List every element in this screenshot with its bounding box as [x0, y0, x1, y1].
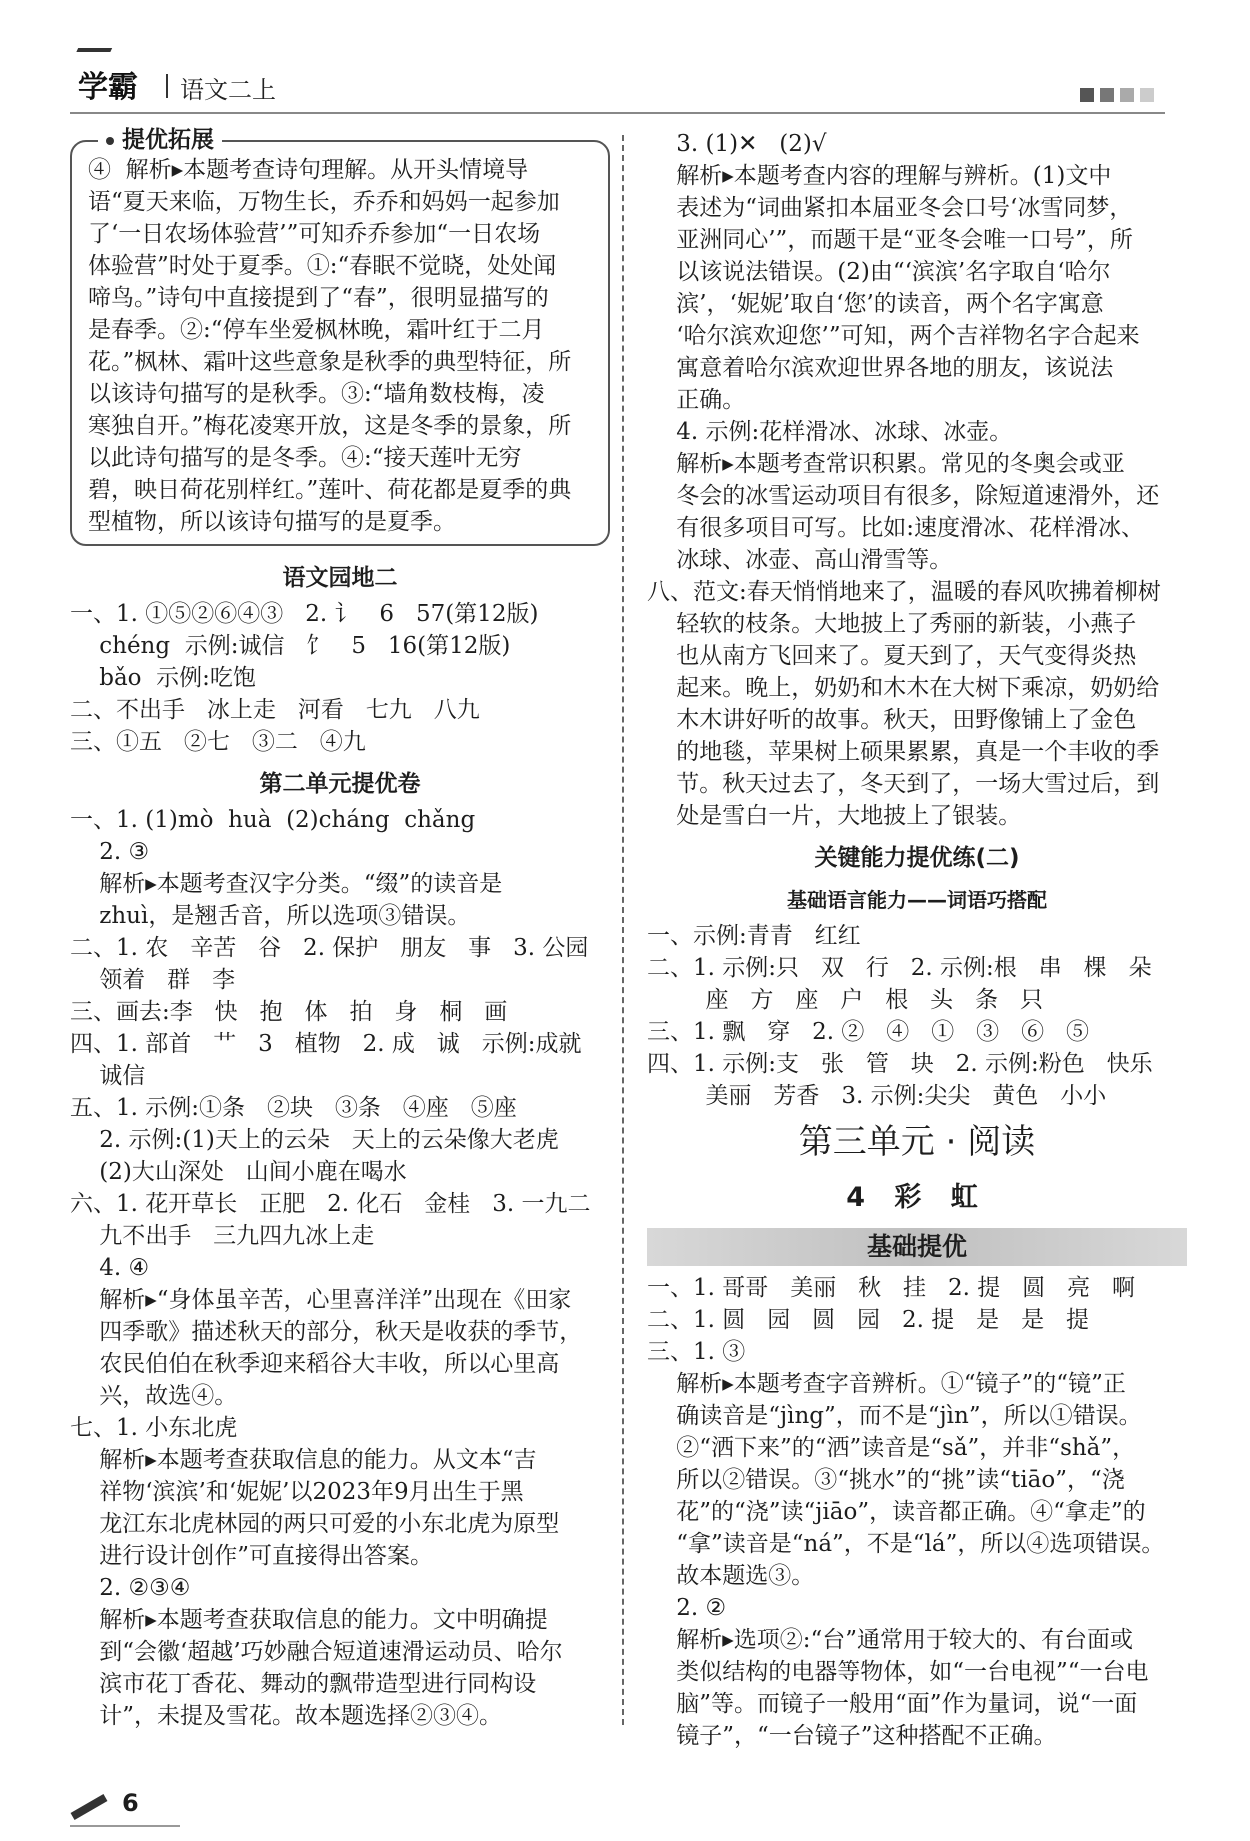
footer-line — [70, 1825, 180, 1827]
section-title: 第二单元提优卷 — [259, 771, 421, 797]
text-line: 二、1. 圆 园 圆 园 2. 提 是 是 提 — [647, 1307, 1090, 1333]
text-line: 领着 群 李 — [70, 967, 236, 993]
text-line: 确读音是“jìng”，而不是“jìn”，所以①错误。 — [647, 1403, 1142, 1429]
right-column — [647, 128, 1187, 1752]
text-line: 亚洲同心’”，而题干是“亚冬会唯一口号”，所 — [647, 227, 1133, 253]
unit-title: 第三单元 · 阅读 — [798, 1122, 1036, 1162]
decor-square-icon — [1100, 88, 1114, 102]
text-line: 四、1. 示例:支 张 管 块 2. 示例:粉色 快乐 — [647, 1051, 1153, 1077]
text-line: 是春季。②:“停车坐爱枫林晚，霜叶红于二月 — [88, 317, 545, 343]
lesson-title: 4 彩 虹 — [846, 1182, 988, 1213]
header-separator — [166, 74, 168, 98]
text-line: 寒独自开。”梅花凌寒开放，这是冬季的景象，所 — [88, 413, 572, 439]
extension-box-title: 提优拓展 — [98, 124, 222, 156]
text-line: ②“洒下来”的“洒”读音是“sǎ”，并非“shǎ”， — [647, 1435, 1136, 1461]
text-line: 解析▸本题考查字音辨析。①“镜子”的“镜”正 — [647, 1371, 1126, 1397]
text-line: 正确。 — [647, 387, 746, 413]
text-line: chéng 示例:诚信 饣 5 16(第12版) — [70, 633, 511, 659]
column-divider — [622, 135, 624, 1725]
decor-square-icon — [1140, 88, 1154, 102]
text-line: 农民伯伯在秋季迎来稻谷大丰收，所以心里高 — [70, 1351, 560, 1377]
page-header — [70, 60, 1165, 114]
text-line: 三、1. 飘 穿 2. ② ④ ① ③ ⑥ ⑤ — [647, 1019, 1090, 1045]
text-line: 四季歌》描述秋天的部分，秋天是收获的季节， — [70, 1319, 583, 1345]
text-line: 也从南方飞回来了。夏天到了，天气变得炎热 — [647, 643, 1137, 669]
text-line: 进行设计创作”可直接得出答案。 — [70, 1543, 434, 1569]
text-line: 解析▸“身体虽辛苦，心里喜洋洋”出现在《田家 — [70, 1287, 572, 1313]
text-line: 型植物，所以该诗句描写的是夏季。 — [88, 509, 456, 535]
text-line: 一、1. 哥哥 美丽 秋 挂 2. 提 圆 亮 啊 — [647, 1275, 1136, 1301]
text-line: 六、1. 花开草长 正肥 2. 化石 金桂 3. 一九二 — [70, 1191, 591, 1217]
text-line: 三、画去:李 快 抱 体 拍 身 桐 画 — [70, 999, 508, 1025]
text-line: 处是雪白一片，大地披上了银装。 — [647, 803, 1022, 829]
text-line: 镜子”，“一台镜子”这种搭配不正确。 — [647, 1723, 1057, 1749]
text-line: 七、1. 小东北虎 — [70, 1415, 238, 1441]
text-line: 体验营”时处于夏季。①:“春眠不觉晓，处处闻 — [88, 253, 557, 279]
text-line: 祥物‘滨滨’和‘妮妮’以2023年9月出生于黑 — [70, 1479, 524, 1505]
text-line: 寓意着哈尔滨欢迎世界各地的朋友，该说法 — [647, 355, 1114, 381]
text-line: 3. (1)✕ (2)√ — [647, 131, 827, 157]
text-line: 以该诗句描写的是秋季。③:“墙角数枝梅，凌 — [88, 381, 545, 407]
text-line: (2)大山深处 山间小鹿在喝水 — [70, 1159, 407, 1185]
text-line: 美丽 芳香 3. 示例:尖尖 黄色 小小 — [647, 1083, 1107, 1109]
extension-box — [70, 127, 610, 546]
text-line: 一、示例:青青 红红 — [647, 923, 861, 949]
text-line: 解析▸本题考查获取信息的能力。从文本“吉 — [70, 1447, 537, 1473]
text-line: 类似结构的电器等物体，如“一台电视”“一台电 — [647, 1659, 1149, 1685]
graduation-cap-icon — [70, 48, 112, 66]
section-content — [647, 920, 1187, 1112]
text-line: zhuì，是翘舌音，所以选项③错误。 — [70, 903, 471, 929]
pencil-icon — [71, 1794, 108, 1820]
section-content — [70, 598, 610, 758]
text-line: 八、范文:春天悄悄地来了，温暖的春风吹拂着柳树 — [647, 579, 1161, 605]
text-line: 到“会徽‘超越’巧妙融合短道速滑运动员、哈尔 — [70, 1639, 563, 1665]
text-line: 解析▸本题考查获取信息的能力。文中明确提 — [70, 1607, 548, 1633]
text-line: 二、1. 农 辛苦 谷 2. 保护 朋友 事 3. 公园 — [70, 935, 589, 961]
text-line: 以此诗句描写的是冬季。④:“接天莲叶无穷 — [88, 445, 522, 471]
left-column — [70, 128, 610, 1732]
text-line: 三、①五 ②七 ③二 ④九 — [70, 729, 366, 755]
decor-square-icon — [1080, 88, 1094, 102]
text-line: 啼鸟。”诗句中直接提到了“春”，很明显描写的 — [88, 285, 549, 311]
section-content — [647, 128, 1187, 832]
text-line: 二、1. 示例:只 双 行 2. 示例:根 串 棵 朵 — [647, 955, 1152, 981]
section-content — [70, 804, 610, 1732]
text-line: 4. 示例:花样滑冰、冰球、冰壶。 — [647, 419, 1013, 445]
text-line: 解析▸选项②:“台”通常用于较大的、有台面或 — [647, 1627, 1134, 1653]
text-line: 2. ② — [647, 1595, 727, 1621]
text-line: 木木讲好听的故事。秋天，田野像铺上了金色 — [647, 707, 1137, 733]
text-line: 计”，未提及雪花。故本题选择②③④。 — [70, 1703, 503, 1729]
section-subtitle: 基础语言能力——词语巧搭配 — [787, 888, 1047, 912]
text-line: 滨’，‘妮妮’取自‘您’的读音，两个名字寓意 — [647, 291, 1104, 317]
text-line: 所以②错误。③“挑水”的“挑”读“tiāo”，“浇 — [647, 1467, 1125, 1493]
extension-box-content — [88, 154, 592, 538]
section-content — [647, 1272, 1187, 1752]
text-line: 表述为“词曲紧扣本届亚冬会口号‘冰雪同梦， — [647, 195, 1133, 221]
text-line: ‘哈尔滨欢迎您’”可知，两个吉祥物名字合起来 — [647, 323, 1140, 349]
decor-square-icon — [1120, 88, 1134, 102]
text-line: 诚信 — [70, 1063, 146, 1089]
text-line: “拿”读音是“ná”，不是“lá”，所以④选项错误。 — [647, 1531, 1165, 1557]
text-line: 冬会的冰雪运动项目有很多，除短道速滑外，还 — [647, 483, 1160, 509]
text-line: 解析▸本题考查常识积累。常见的冬奥会或亚 — [647, 451, 1125, 477]
text-line: 一、1. ①⑤②⑥④③ 2. 讠 6 57(第12版) — [70, 601, 539, 627]
text-line: bǎo 示例:吃饱 — [70, 665, 256, 691]
text-line: 解析▸本题考查内容的理解与辨析。(1)文中 — [647, 163, 1112, 189]
page-number: 6 — [122, 1789, 139, 1817]
text-line: 二、不出手 冰上走 河看 七九 八九 — [70, 697, 480, 723]
text-line: 语“夏天来临，万物生长，乔乔和妈妈一起参加 — [88, 189, 560, 215]
text-line: 五、1. 示例:①条 ②块 ③条 ④座 ⑤座 — [70, 1095, 517, 1121]
text-line: 座 方 座 户 根 头 条 只 — [647, 987, 1044, 1013]
section-title: 语文园地二 — [282, 565, 398, 591]
text-line: 四、1. 部首 艹 3 植物 2. 成 诚 示例:成就 — [70, 1031, 582, 1057]
text-line: 兴，故选④。 — [70, 1383, 238, 1409]
page-footer — [70, 1785, 170, 1825]
band-title: 基础提优 — [647, 1228, 1187, 1266]
text-line: 2. 示例:(1)天上的云朵 天上的云朵像大老虎 — [70, 1127, 559, 1153]
text-line: 脑”等。而镜子一般用“面”作为量词，说“一面 — [647, 1691, 1138, 1717]
subject-label: 语文二上 — [180, 76, 276, 104]
text-line: 花”的“浇”读“jiāo”，读音都正确。④“拿走”的 — [647, 1499, 1146, 1525]
text-line: 九不出手 三九四九冰上走 — [70, 1223, 375, 1249]
text-line: 碧，映日荷花别样红。”莲叶、荷花都是夏季的典 — [88, 477, 572, 503]
text-line: 滨市花丁香花、舞动的飘带造型进行同构设 — [70, 1671, 537, 1697]
text-line: 龙江东北虎林园的两只可爱的小东北虎为原型 — [70, 1511, 560, 1537]
text-line: 了‘一日农场体验营’”可知乔乔参加“一日农场 — [88, 221, 541, 247]
text-line: 三、1. ③ — [647, 1339, 746, 1365]
text-line: 冰球、冰壶、高山滑雪等。 — [647, 547, 953, 573]
text-line: 2. ②③④ — [70, 1575, 191, 1601]
text-line: 一、1. (1)mò huà (2)cháng chǎng — [70, 807, 476, 833]
text-line: 的地毯，苹果树上硕果累累，真是一个丰收的季 — [647, 739, 1160, 765]
text-line: 有很多项目可写。比如:速度滑冰、花样滑冰、 — [647, 515, 1144, 541]
text-line: 起来。晚上，奶奶和木木在大树下乘凉，奶奶给 — [647, 675, 1160, 701]
text-line: ④ 解析▸本题考查诗句理解。从开头情境导 — [88, 157, 529, 183]
brand-logo: 学霸 — [78, 62, 138, 106]
section-title: 关键能力提优练(二) — [814, 845, 1020, 871]
text-line: 2. ③ — [70, 839, 150, 865]
text-line: 以该说法错误。(2)由“‘滨滨’名字取自‘哈尔 — [647, 259, 1111, 285]
text-line: 花。”枫林、霜叶这些意象是秋季的典型特征，所 — [88, 349, 572, 375]
text-line: 解析▸本题考查汉字分类。“缀”的读音是 — [70, 871, 503, 897]
text-line: 轻软的枝条。大地披上了秀丽的新装，小燕子 — [647, 611, 1137, 637]
text-line: 4. ④ — [70, 1255, 150, 1281]
text-line: 故本题选③。 — [647, 1563, 815, 1589]
text-line: 节。秋天过去了，冬天到了，一场大雪过后，到 — [647, 771, 1160, 797]
